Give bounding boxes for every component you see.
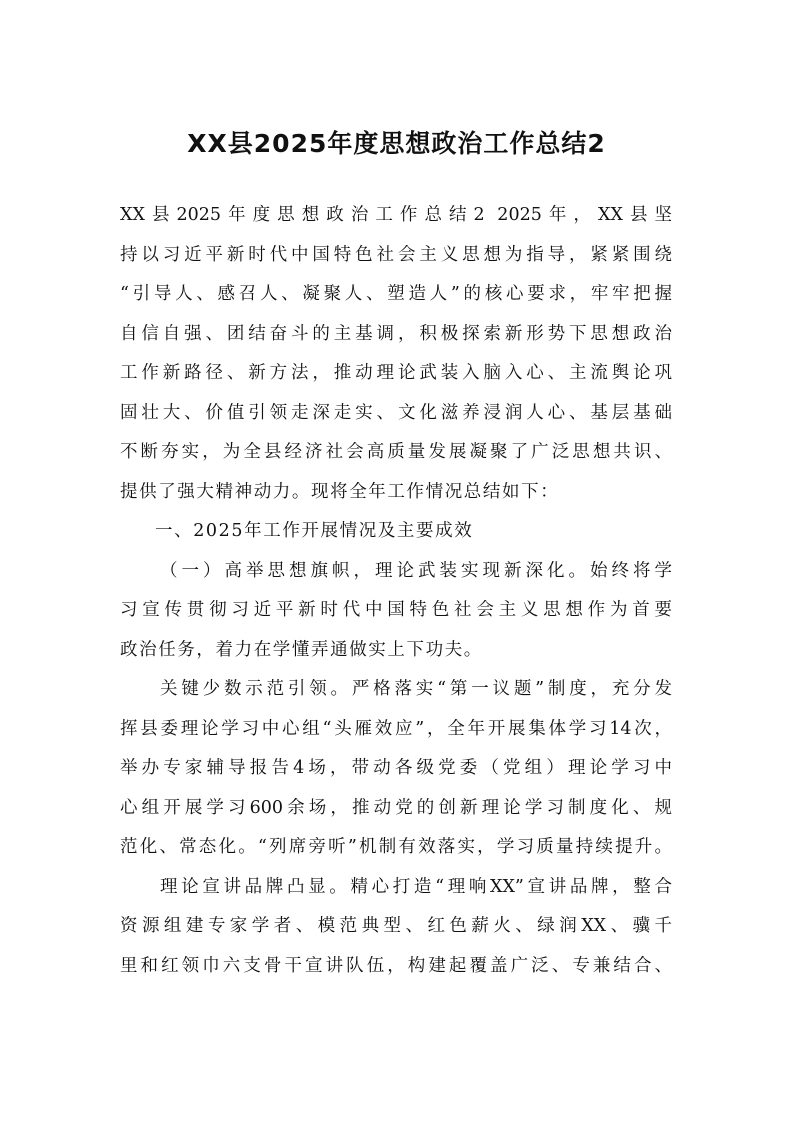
subsection-heading-1: （一）高举思想旗帜，理论武装实现新深化。始终将学 [160,560,672,581]
body-line-18: 理论宣讲品牌凸显。精心打造“理响XX”宣讲品牌，整合 [160,876,672,897]
body-line-11: 习宣传贯彻习近平新时代中国特色社会主义思想作为首要 [120,600,672,620]
body-line-15: 举办专家辅导报告4场，带动各级党委（党组）理论学习中 [120,758,672,778]
body-line-17: 范化、常态化。“列席旁听”机制有效落实，学习质量持续提升。 [120,837,672,857]
section-heading-1: 一、2025年工作开展情况及主要成效 [155,521,474,541]
body-line-14: 挥县委理论学习中心组“头雁效应”，全年开展集体学习14次， [120,718,672,739]
body-line-4: 自信自强、团结奋斗的主基调，积极探索新形势下思想政治 [120,323,672,344]
body-line-8: 提供了强大精神动力。现将全年工作情况总结如下： [120,481,560,502]
body-line-12: 政治任务，着力在学懂弄通做实上下功夫。 [120,639,483,660]
document-body [120,196,672,986]
body-line-6: 固壮大、价值引领走深走实、文化滋养浸润人心、基层基础 [120,402,672,423]
body-line-19: 资源组建专家学者、模范典型、红色薪火、绿润XX、骥千 [120,916,672,936]
body-line-5: 工作新路径、新方法，推动理论武装入脑入心、主流舆论巩 [120,363,672,383]
body-line-7: 不断夯实，为全县经济社会高质量发展凝聚了广泛思想共识、 [120,442,672,462]
body-line-3: “引导人、感召人、凝聚人、塑造人”的核心要求，牢牢把握 [120,284,672,304]
body-line-13: 关键少数示范引领。严格落实“第一议题”制度，充分发 [160,679,672,699]
body-line-16: 心组开展学习600余场，推动党的创新理论学习制度化、规 [120,797,672,818]
body-line-20: 里和红领巾六支骨干宣讲队伍，构建起覆盖广泛、专兼结合、 [120,955,672,976]
body-line-2: 持以习近平新时代中国特色社会主义思想为指导，紧紧围绕 [120,244,672,265]
document-title: XX县2025年度思想政治工作总结2 [187,129,606,158]
body-line-1: XX县2025年度思想政治工作总结2 2025年，XX县坚 [120,205,672,225]
